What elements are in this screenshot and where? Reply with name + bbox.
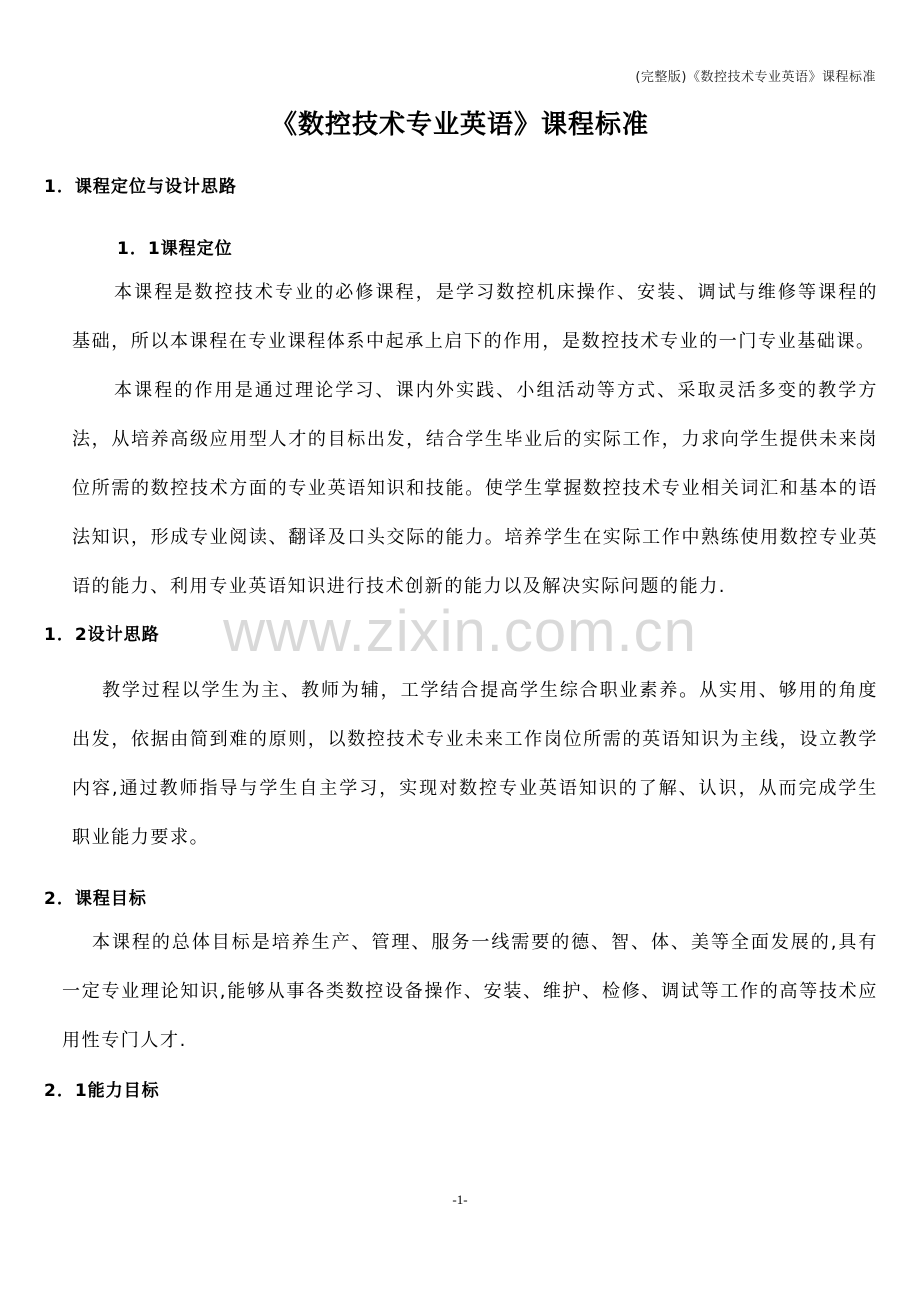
section-1-2-heading: 1．2设计思路 [44,625,160,645]
section-2-paragraph-1: 本课程的总体目标是培养生产、管理、服务一线需要的德、智、体、美等全面发展的,具有一定专业理论知识,能够从事各类数控设备操作、安装、维护、检修、调试等工作的高等技术应用性专门人才. [62,932,878,1051]
section-1-1-heading: 1．1课程定位 [117,239,233,259]
section-2-1-heading: 2．1能力目标 [44,1081,160,1101]
section-1-heading: 1．课程定位与设计思路 [44,177,237,197]
watermark: www.zixin.com.cn [223,599,697,664]
section-1-2-paragraph-1: 教学过程以学生为主、教师为辅，工学结合提高学生综合职业素养。从实用、够用的角度出发，依据由简到难的原则，以数控技术专业未来工作岗位所需的英语知识为主线，设立教学内容,通过教师指导与学生自主学习，实现对数控专业英语知识的了解、认识，从而完成学生职业能力要求。 [72,680,878,848]
section-2-heading: 2．课程目标 [44,889,147,909]
page-number: -1- [452,1192,468,1207]
section-1-1-paragraph-2: 本课程的作用是通过理论学习、课内外实践、小组活动等方式、采取灵活多变的教学方法，从培养高级应用型人才的目标出发，结合学生毕业后的实际工作，力求向学生提供未来岗位所需的数控技术方面的专业英语知识和技能。使学生掌握数控技术专业相关词汇和基本的语法知识，形成专业阅读、翻译及口头交际的能力。培养学生在实际工作中熟练使用数控专业英语的能力、利用专业英语知识进行技术创新的能力以及解决实际问题的能力. [72,380,878,597]
document-title: 《数控技术专业英语》课程标准 [270,110,649,140]
running-header: (完整版)《数控技术专业英语》课程标准 [635,70,876,85]
section-1-1-paragraph-1: 本课程是数控技术专业的必修课程，是学习数控机床操作、安装、调试与维修等课程的基础，所以本课程在专业课程体系中起承上启下的作用，是数控技术专业的一门专业基础课。 [72,282,878,352]
